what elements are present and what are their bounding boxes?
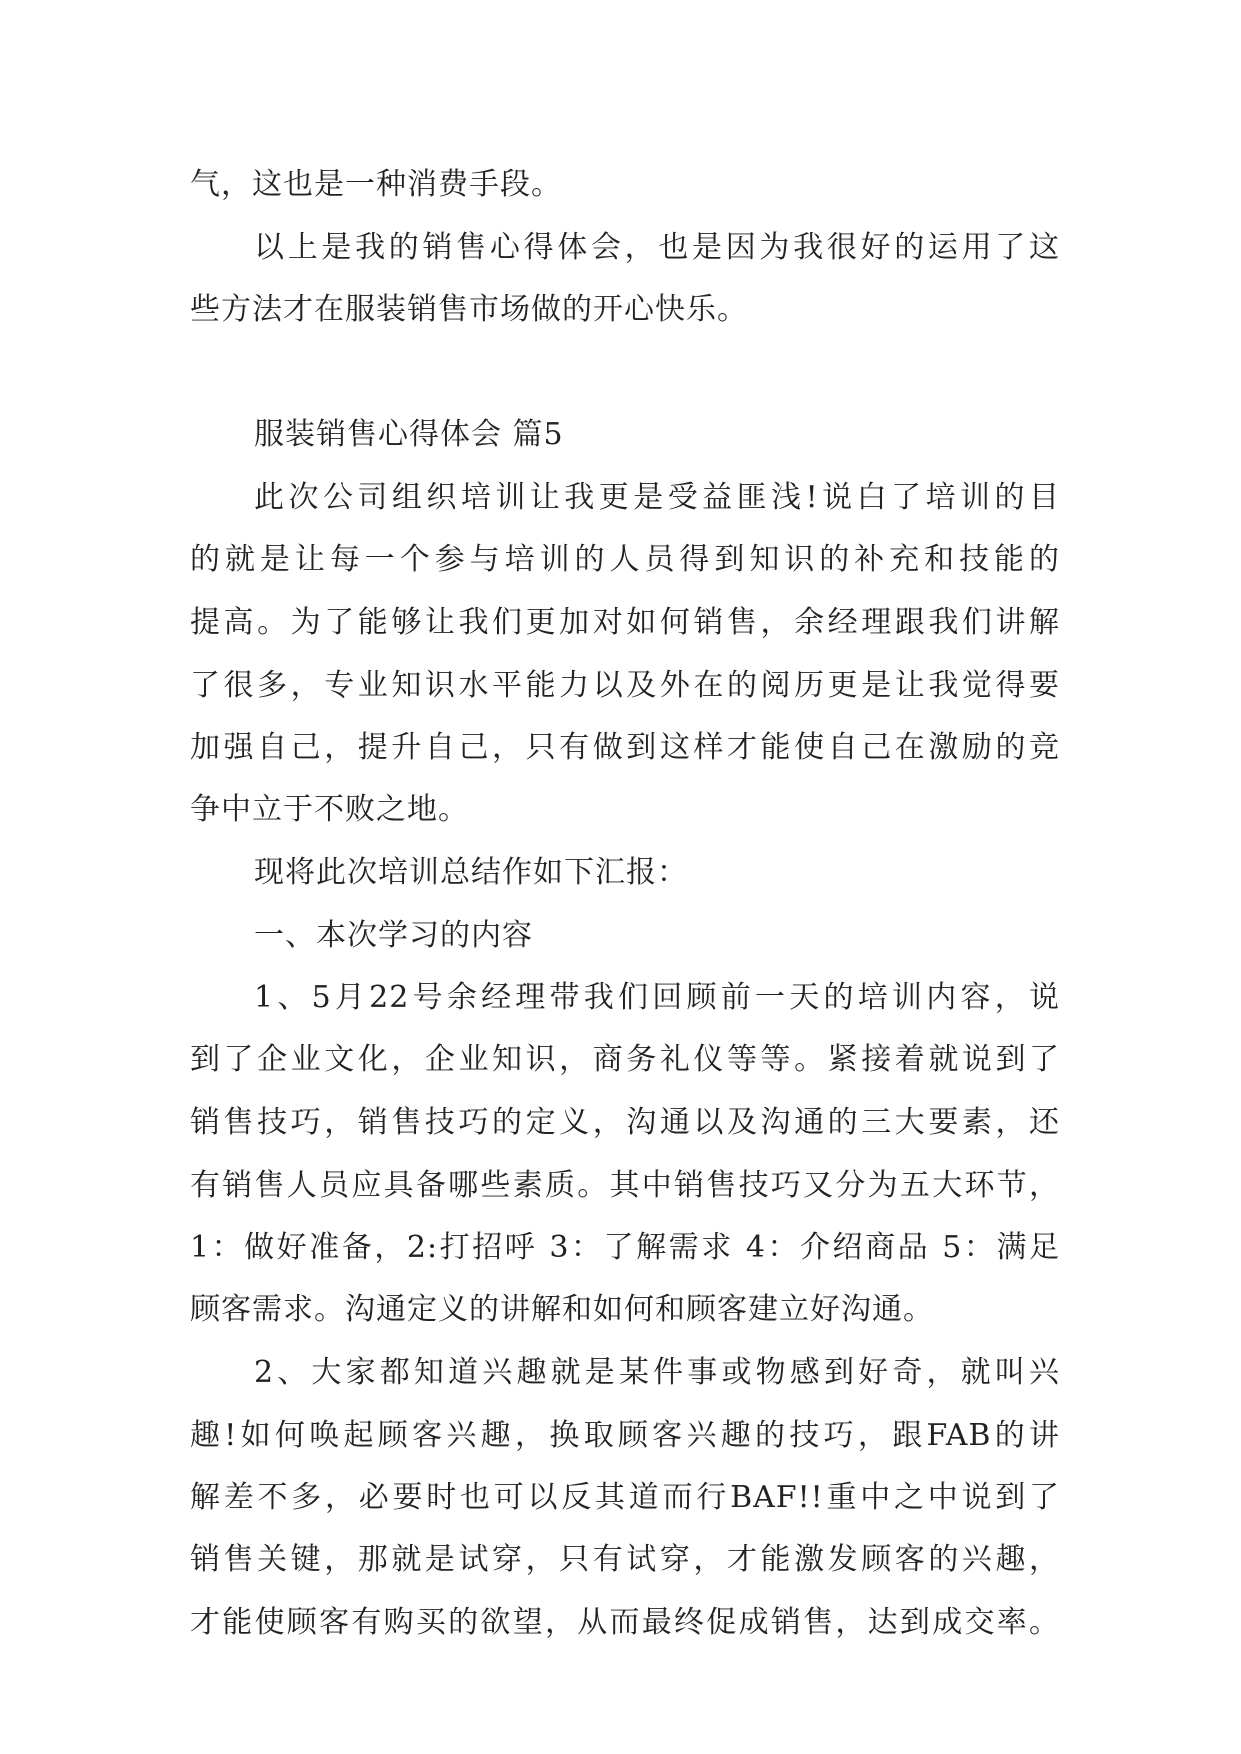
paragraph-line: 气，这也是一种消费手段。: [190, 167, 562, 202]
paragraph-line: 些方法才在服装销售市场做的开心快乐。: [190, 292, 748, 327]
section-heading: 服装销售心得体会 篇5: [254, 417, 564, 452]
paragraph-line: 1：做好准备，2:打招呼 3：了解需求 4：介绍商品 5：满足: [190, 1230, 1060, 1265]
paragraph-line: 提高。为了能够让我们更加对如何销售，余经理跟我们讲解: [190, 605, 1060, 640]
paragraph-line: 现将此次培训总结作如下汇报：: [254, 855, 688, 890]
paragraph-line: 销售关键，那就是试穿，只有试穿，才能激发顾客的兴趣，: [190, 1542, 1060, 1577]
paragraph-line: 有销售人员应具备哪些素质。其中销售技巧又分为五大环节，: [190, 1168, 1060, 1203]
paragraph-line: 趣!如何唤起顾客兴趣，换取顾客兴趣的技巧，跟FAB的讲: [190, 1418, 1060, 1453]
paragraph-line: 2、大家都知道兴趣就是某件事或物感到好奇，就叫兴: [254, 1355, 1060, 1390]
paragraph-line: 的就是让每一个参与培训的人员得到知识的补充和技能的: [190, 542, 1060, 577]
subheading: 一、本次学习的内容: [254, 918, 533, 953]
paragraph-line: 到了企业文化，企业知识，商务礼仪等等。紧接着就说到了: [190, 1042, 1060, 1077]
paragraph-line: 才能使顾客有购买的欲望，从而最终促成销售，达到成交率。: [190, 1605, 1060, 1640]
paragraph-line: 加强自己，提升自己，只有做到这样才能使自己在激励的竞: [190, 730, 1060, 765]
paragraph-line: 销售技巧，销售技巧的定义，沟通以及沟通的三大要素，还: [190, 1105, 1060, 1140]
paragraph-line: 争中立于不败之地。: [190, 792, 469, 827]
paragraph-line: 顾客需求。沟通定义的讲解和如何和顾客建立好沟通。: [190, 1292, 934, 1327]
paragraph-line: 1、5月22号余经理带我们回顾前一天的培训内容，说: [254, 980, 1060, 1015]
paragraph-line: 以上是我的销售心得体会，也是因为我很好的运用了这: [254, 230, 1060, 265]
paragraph-line: 此次公司组织培训让我更是受益匪浅!说白了培训的目: [254, 480, 1060, 515]
paragraph-line: 解差不多，必要时也可以反其道而行BAF!!重中之中说到了: [190, 1480, 1060, 1515]
paragraph-line: 了很多，专业知识水平能力以及外在的阅历更是让我觉得要: [190, 668, 1060, 703]
